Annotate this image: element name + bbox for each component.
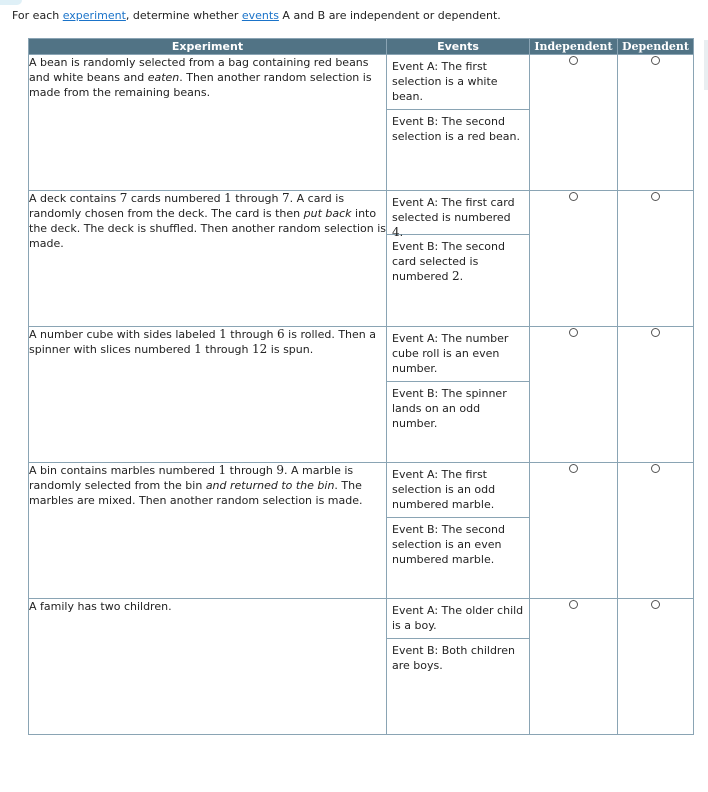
experiment-cell: A bean is randomly selected from a bag containing red beans and white beans and eaten. Then another random selection is made from the remaining beans. [29, 55, 387, 191]
dependent-cell[interactable] [618, 599, 694, 735]
independent-cell[interactable] [530, 55, 618, 191]
dependent-radio[interactable] [651, 56, 660, 65]
experiment-cell: A number cube with sides labeled 1 through 6 is rolled. Then a spinner with slices numbered 1 through 12 is spun. [29, 327, 387, 463]
table-row [29, 327, 694, 463]
event-a: Event A: The first selection is an odd numbered marble. [387, 463, 529, 518]
instructions-text: , determine whether [125, 9, 242, 22]
event-b: Event B: The spinner lands on an odd number. [392, 387, 507, 430]
dependent-cell[interactable] [618, 191, 694, 327]
dependent-header: Dependent [618, 39, 694, 55]
experiment-cell: A bin contains marbles numbered 1 through 9. A marble is randomly selected from the bin and returned to the bin. The marbles are mixed. Then another random selection is made. [29, 463, 387, 599]
events-cell [387, 327, 530, 463]
instructions [12, 9, 501, 22]
table-row [29, 55, 694, 191]
header-row [29, 39, 694, 55]
independent-cell[interactable] [530, 599, 618, 735]
events-cell [387, 463, 530, 599]
event-b: Event B: The second selection is an even numbered marble. [392, 523, 505, 566]
experiment-header: Experiment [29, 39, 387, 55]
event-b: Event B: The second card selected is numbered 2. [392, 240, 505, 283]
independent-radio[interactable] [569, 56, 578, 65]
table-row [29, 463, 694, 599]
independent-cell[interactable] [530, 327, 618, 463]
events-cell [387, 55, 530, 191]
table-row [29, 191, 694, 327]
top-tab-indicator [0, 0, 22, 5]
dependent-radio[interactable] [651, 192, 660, 201]
experiment-cell: A family has two children. [29, 599, 387, 735]
event-b: Event B: Both children are boys. [392, 644, 515, 672]
instructions-text: For each [12, 9, 63, 22]
independent-radio[interactable] [569, 328, 578, 337]
dependent-radio[interactable] [651, 600, 660, 609]
dependent-cell[interactable] [618, 463, 694, 599]
dependent-radio[interactable] [651, 328, 660, 337]
independent-radio[interactable] [569, 192, 578, 201]
events-cell [387, 599, 530, 735]
events-link[interactable]: events [241, 9, 279, 22]
event-a: Event A: The first card selected is numbered 4. [387, 191, 529, 235]
experiment-link[interactable]: experiment [62, 9, 126, 22]
independent-cell[interactable] [530, 463, 618, 599]
dependent-cell[interactable] [618, 327, 694, 463]
dependent-cell[interactable] [618, 55, 694, 191]
event-a: Event A: The number cube roll is an even number. [387, 327, 529, 382]
event-a: Event A: The first selection is a white bean. [387, 55, 529, 110]
events-cell [387, 191, 530, 327]
event-b: Event B: The second selection is a red bean. [392, 115, 520, 143]
independence-table [28, 38, 694, 735]
events-header: Events [387, 39, 530, 55]
independent-cell[interactable] [530, 191, 618, 327]
table-row [29, 599, 694, 735]
scrollbar[interactable] [704, 40, 708, 90]
dependent-radio[interactable] [651, 464, 660, 473]
independent-radio[interactable] [569, 600, 578, 609]
independent-header: Independent [530, 39, 618, 55]
experiment-cell: A deck contains 7 cards numbered 1 through 7. A card is randomly chosen from the deck. The card is then put back into the deck. The deck is shuffled. Then another random selection is made. [29, 191, 387, 327]
event-a: Event A: The older child is a boy. [387, 599, 529, 639]
independent-radio[interactable] [569, 464, 578, 473]
instructions-text: A and B are independent or dependent. [278, 9, 501, 22]
